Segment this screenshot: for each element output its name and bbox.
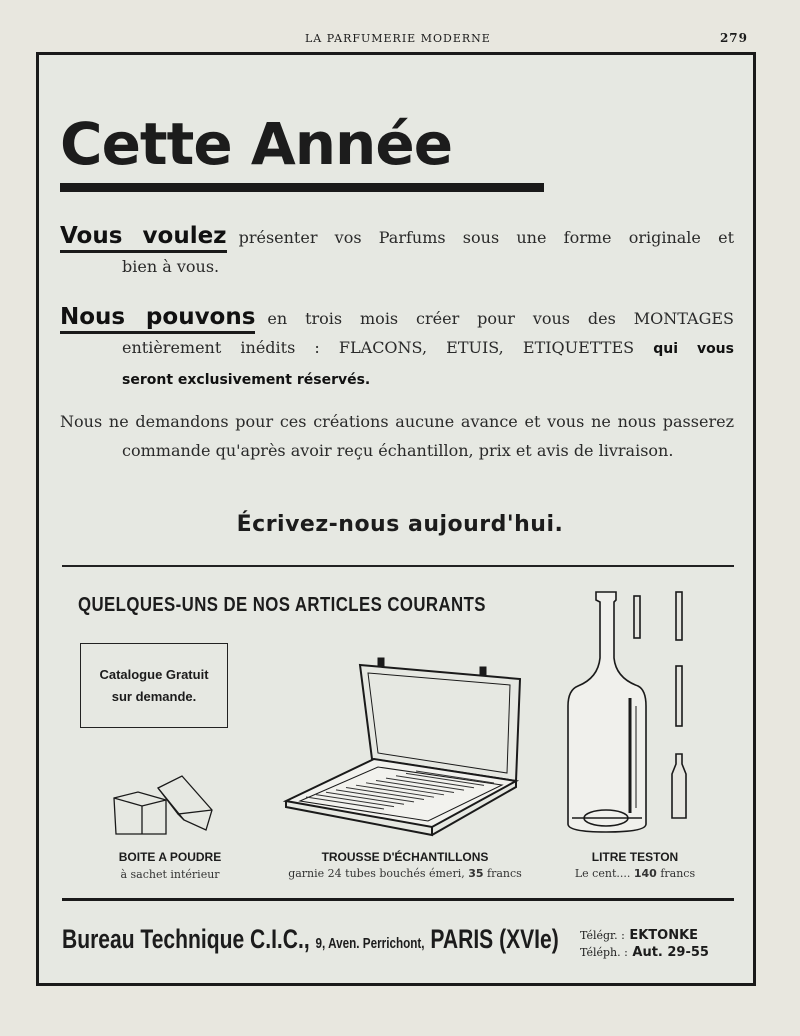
street-address: 9, Aven. Perrichont,	[315, 935, 425, 952]
product-name-powder-box: BOITE A POUDRE	[118, 850, 222, 864]
footer-rule	[62, 898, 734, 901]
product-desc-bottle: Le cent.... 140 francs	[574, 867, 696, 880]
call-to-action: Écrivez-nous aujourd'hui.	[236, 512, 564, 537]
lead-nous-pouvons: Nous pouvons	[60, 304, 255, 334]
headline-underline	[60, 183, 544, 192]
articles-title: QUELQUES-UNS DE NOS ARTICLES COURANTS	[78, 594, 486, 616]
paragraph-conditions: Nous ne demandons pour ces créations aucune avance et vous ne nous passerez commande qu'après avoir reçu échantillon, prix et avis de livraison.	[60, 412, 734, 460]
telegraph-address: EKTONKE	[629, 928, 699, 943]
lead-vous-voulez: Vous voulez	[60, 223, 227, 253]
sample-case-illustration	[282, 655, 522, 840]
product-name-bottle: LITRE TESTON	[591, 850, 679, 864]
paragraph-vous-voulez: Vous voulez présenter vos Parfums sous une forme originale et bien à vous.	[60, 223, 734, 276]
running-title: LA PARFUMERIE MODERNE	[305, 32, 491, 45]
company-name: Bureau Technique C.I.C.,	[62, 924, 310, 954]
footer-contact: Télégr. : EKTONKE Téléph. : Aut. 29-55	[580, 928, 709, 960]
price-sample-case: 35	[468, 867, 484, 880]
paragraph-nous-pouvons: Nous pouvons en trois mois créer pour vous des MONTAGES entièrement inédits : FLACONS, ETUIS, ETIQUETTES qui vous seront exclusivement réservés.	[60, 304, 734, 388]
product-desc-powder-box: à sachet intérieur	[120, 868, 220, 881]
headline: Cette Année	[60, 110, 453, 178]
product-desc-sample-case: garnie 24 tubes bouchés émeri, 35 francs	[288, 867, 522, 880]
phone-number: Aut. 29-55	[632, 945, 709, 960]
city: PARIS (XVIe)	[430, 924, 559, 954]
price-bottle: 140	[633, 867, 657, 880]
product-name-sample-case: TROUSSE D'ÉCHANTILLONS	[321, 850, 489, 864]
catalogue-box: Catalogue Gratuit sur demande.	[80, 643, 228, 728]
powder-box-illustration	[108, 770, 228, 840]
running-head	[0, 30, 800, 48]
footer-address	[62, 924, 559, 955]
page-number: 279	[719, 31, 748, 45]
section-divider	[62, 565, 734, 567]
bottle-illustration	[560, 588, 700, 838]
